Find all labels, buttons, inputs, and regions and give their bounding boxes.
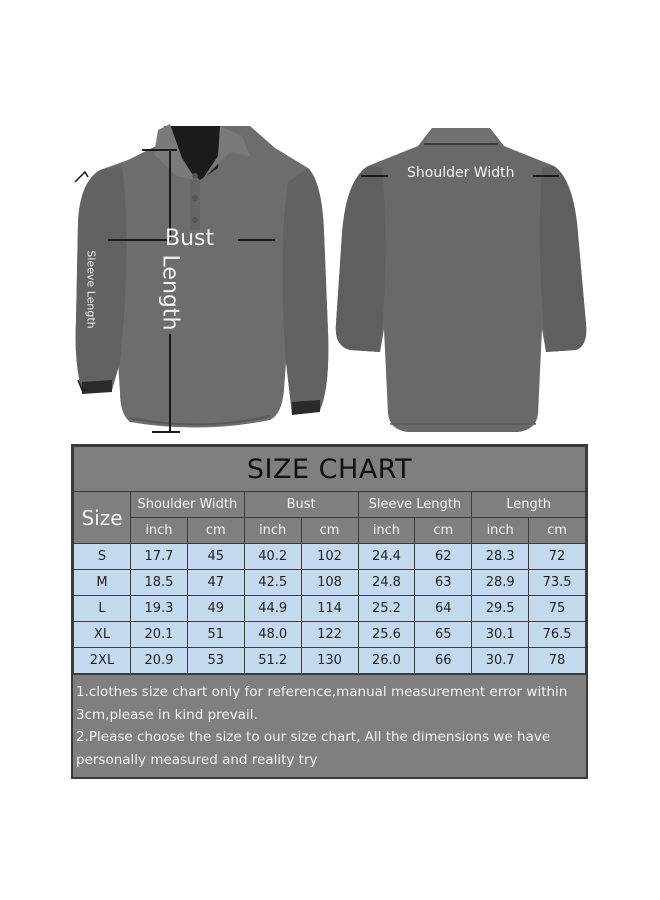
size-column-header: Size (74, 492, 131, 544)
value-cell: 65 (415, 622, 472, 648)
value-cell: 18.5 (131, 570, 188, 596)
value-cell: 51.2 (244, 648, 301, 674)
value-cell: 49 (187, 596, 244, 622)
table-row (74, 622, 586, 648)
bust-label: Bust (165, 226, 215, 251)
value-cell: 78 (529, 648, 586, 674)
unit-header: cm (301, 518, 358, 544)
value-cell: 24.4 (358, 544, 415, 570)
value-cell: 51 (187, 622, 244, 648)
shoulder-width-header: Shoulder Width (131, 492, 245, 518)
value-cell: 25.2 (358, 596, 415, 622)
table-row (74, 570, 586, 596)
size-cell: L (74, 596, 131, 622)
value-cell: 42.5 (244, 570, 301, 596)
note-1: 1.clothes size chart only for reference,manual measurement error within 3cm,please in kind prevail. (76, 684, 568, 723)
value-cell: 48.0 (244, 622, 301, 648)
note-2: 2.Please choose the size to our size chart, All the dimensions we have personally measured and reality try (76, 729, 551, 768)
unit-header: cm (415, 518, 472, 544)
shoulder-width-label: Shoulder Width (407, 165, 515, 181)
value-cell: 122 (301, 622, 358, 648)
value-cell: 114 (301, 596, 358, 622)
value-cell: 108 (301, 570, 358, 596)
bust-header: Bust (244, 492, 358, 518)
value-cell: 20.1 (131, 622, 188, 648)
unit-header: inch (244, 518, 301, 544)
value-cell: 75 (529, 596, 586, 622)
front-shirt-image (70, 122, 335, 437)
sleeve-length-header: Sleeve Length (358, 492, 472, 518)
size-cell: XL (74, 622, 131, 648)
length-header: Length (472, 492, 586, 518)
value-cell: 40.2 (244, 544, 301, 570)
value-cell: 44.9 (244, 596, 301, 622)
value-cell: 62 (415, 544, 472, 570)
unit-header: inch (131, 518, 188, 544)
size-chart-notes (73, 674, 586, 777)
value-cell: 66 (415, 648, 472, 674)
size-chart (71, 444, 588, 779)
value-cell: 20.9 (131, 648, 188, 674)
size-cell: S (74, 544, 131, 570)
table-row (74, 648, 586, 674)
value-cell: 28.9 (472, 570, 529, 596)
size-chart-table (73, 446, 586, 674)
unit-header: inch (472, 518, 529, 544)
unit-header: inch (358, 518, 415, 544)
value-cell: 64 (415, 596, 472, 622)
value-cell: 30.1 (472, 622, 529, 648)
value-cell: 72 (529, 544, 586, 570)
value-cell: 29.5 (472, 596, 529, 622)
value-cell: 24.8 (358, 570, 415, 596)
size-cell: 2XL (74, 648, 131, 674)
value-cell: 25.6 (358, 622, 415, 648)
size-chart-title: SIZE CHART (74, 447, 586, 492)
value-cell: 63 (415, 570, 472, 596)
table-row (74, 544, 586, 570)
value-cell: 73.5 (529, 570, 586, 596)
value-cell: 102 (301, 544, 358, 570)
value-cell: 28.3 (472, 544, 529, 570)
unit-header: cm (529, 518, 586, 544)
table-row (74, 596, 586, 622)
value-cell: 47 (187, 570, 244, 596)
unit-header: cm (187, 518, 244, 544)
value-cell: 26.0 (358, 648, 415, 674)
value-cell: 45 (187, 544, 244, 570)
value-cell: 17.7 (131, 544, 188, 570)
size-cell: M (74, 570, 131, 596)
value-cell: 130 (301, 648, 358, 674)
value-cell: 76.5 (529, 622, 586, 648)
value-cell: 30.7 (472, 648, 529, 674)
sleeve-length-label: Sleeve Length (84, 250, 98, 329)
value-cell: 19.3 (131, 596, 188, 622)
value-cell: 53 (187, 648, 244, 674)
length-label: Length (157, 254, 183, 331)
